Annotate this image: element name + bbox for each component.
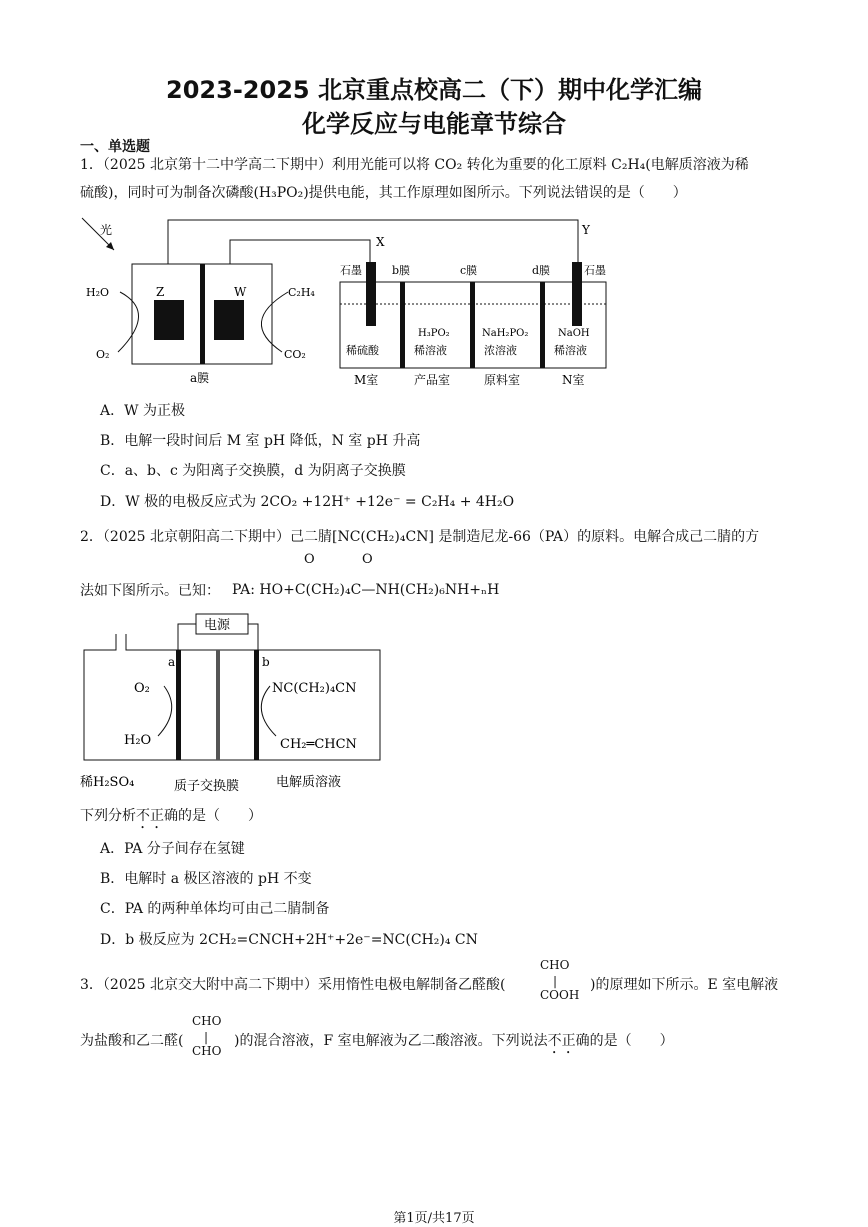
- document-title: 2023-2025 北京重点校高二（下）期中化学汇编: [166, 76, 702, 104]
- q1-option-a: A．W 为正极: [100, 403, 185, 419]
- n-room-content-b: 稀溶液: [554, 344, 587, 357]
- wire-a: [178, 624, 196, 652]
- q3-stem-part2: )的原理如下所示。E 室电解液: [590, 977, 779, 993]
- q2-stem-line1: 2．（2025 北京朝阳高二下期中）己二腈[NC(CH₂)₄CN] 是制造尼龙-66（PA）的原料。电解合成己二腈的方: [80, 529, 760, 545]
- b-membrane-label: b膜: [392, 264, 411, 277]
- graphite-left-label: 石墨: [340, 264, 362, 277]
- q3-cho2-bottom: CHO: [192, 1044, 222, 1058]
- pem-label: 质子交换膜: [174, 779, 240, 794]
- z-label: Z: [156, 285, 165, 299]
- q2-prompt-emphasis: 不正: [136, 808, 164, 824]
- a-curve-arrow: [158, 686, 172, 736]
- h2so4-label: 稀H₂SO₄: [80, 775, 135, 790]
- proton-membrane: [216, 650, 220, 760]
- graphite-right-electrode: [572, 262, 582, 326]
- product-room-content-b: 稀溶液: [414, 344, 447, 357]
- q1-option-b: B．电解一段时间后 M 室 pH 降低，N 室 pH 升高: [100, 433, 421, 449]
- q2-option-d: D．b 极反应为 2CH₂=CNCH+2H⁺+2e⁻=NC(CH₂)₄ CN: [100, 932, 478, 948]
- a-membrane-label: a膜: [190, 371, 210, 385]
- q3-bond-1: |: [553, 974, 558, 988]
- q3-bond-2: |: [204, 1030, 209, 1044]
- q2-diagram: [78, 610, 388, 798]
- q1-stem-line2: 硫酸)，同时可为制备次磷酸(H₃PO₂)提供电能，其工作原理如图所示。下列说法错误的是（ ）: [80, 185, 687, 201]
- raw-room-content-a: NaH₂PO₂: [482, 328, 529, 339]
- m-room-label: M室: [354, 373, 379, 387]
- q3-line2-rest: [234, 1030, 674, 1057]
- o2-label: O₂: [96, 348, 110, 361]
- w-electrode: [214, 300, 244, 340]
- q1-stem-line1: 1．（2025 北京第十二中学高二下期中）利用光能可以将 CO₂ 转化为重要的化工原料 C₂H₄(电解质溶液为稀: [80, 157, 749, 173]
- h2o-label: H₂O: [86, 286, 110, 299]
- product-room-content-a: H₃PO₂: [418, 328, 450, 339]
- a-membrane: [200, 264, 205, 364]
- graphite-right-label: 石墨: [584, 264, 606, 277]
- n-room-content-a: NaOH: [558, 328, 590, 339]
- c-membrane: [470, 282, 475, 368]
- w-curve-arrow: [261, 292, 288, 352]
- d-membrane-label: d膜: [532, 264, 551, 277]
- m-room-content: 稀硫酸: [346, 344, 379, 357]
- d-membrane: [540, 282, 545, 368]
- raw-room-label: 原料室: [484, 373, 521, 387]
- o2-label: O₂: [134, 681, 150, 696]
- q2-stem-line2: 法如下图所示。已知：: [80, 583, 220, 599]
- c-membrane-label: c膜: [460, 264, 478, 277]
- b-membrane: [400, 282, 405, 368]
- pa-formula: PA: HO+C(CH₂)₄C—NH(CH₂)₆NH+ₙH: [232, 582, 500, 598]
- wire-x: [230, 240, 370, 264]
- q2-option-a: A．PA 分子间存在氢键: [100, 841, 245, 857]
- h2o-label: H₂O: [124, 733, 152, 748]
- q3-stem-part1: 3．（2025 北京交大附中高二下期中）采用惰性电极电解制备乙醛酸(: [80, 977, 506, 993]
- z-electrode: [154, 300, 184, 340]
- wire-b: [248, 624, 258, 652]
- graphite-left-electrode: [366, 262, 376, 326]
- page-footer: 第1页/共17页: [393, 1211, 475, 1226]
- raw-room-content-b: 浓溶液: [484, 344, 517, 357]
- a-label: a: [168, 655, 176, 669]
- q2-option-c: C．PA 的两种单体均可由己二腈制备: [100, 901, 330, 917]
- electrode-b: [254, 650, 259, 760]
- section-label: 一、单选题: [80, 139, 150, 155]
- document-subtitle: 化学反应与电能章节综合: [302, 110, 566, 138]
- q3-cho2-top: CHO: [192, 1014, 222, 1028]
- b-label: b: [262, 655, 270, 669]
- x-label: X: [376, 235, 385, 249]
- y-label: Y: [582, 223, 590, 237]
- q3-line2-part2: )的混合溶液，F 室电解液为乙二酸溶液。下列说法: [234, 1033, 548, 1049]
- acrylonitrile-label: CH₂═CHCN: [280, 737, 357, 752]
- electrolyte-label: 电解质溶液: [276, 775, 342, 790]
- q1-option-d: D．W 极的电极反应式为 2CO₂ +12H⁺ +12e⁻ = C₂H₄ + 4H₂O: [100, 494, 515, 510]
- q3-line2-suffix: 确的是（ ）: [575, 1033, 674, 1049]
- q1-diagram: [78, 212, 618, 392]
- q2-prompt-suffix: 确的是（ ）: [164, 808, 262, 824]
- q3-line2-emphasis: 不正: [547, 1033, 576, 1049]
- z-curve-arrow: [118, 292, 139, 352]
- q3-cooh-bottom: COOH: [540, 988, 580, 1002]
- co2-label: CO₂: [284, 348, 306, 361]
- n-room-label: N室: [562, 373, 585, 387]
- q2-prompt-prefix: 下列分析: [80, 808, 136, 824]
- q1-option-c: C．a、b、c 为阳离子交换膜，d 为阴离子交换膜: [100, 463, 406, 479]
- pa-carbonyl-o-2: O: [362, 552, 373, 567]
- q2-option-b: B．电解时 a 极区溶液的 pH 不变: [100, 871, 312, 887]
- q2-prompt: [80, 803, 792, 832]
- pa-carbonyl-o-1: O: [304, 552, 315, 567]
- w-label: W: [234, 285, 247, 299]
- q3-line2-part1: 为盐酸和乙二醛(: [80, 1033, 184, 1049]
- q3-cho-top: CHO: [540, 958, 570, 972]
- light-label: 光: [100, 223, 113, 237]
- product-room-label: 产品室: [414, 373, 451, 387]
- adiponitrile-label: NC(CH₂)₄CN: [272, 681, 357, 696]
- electrode-a: [176, 650, 181, 760]
- power-label: 电源: [204, 618, 231, 633]
- c2h4-label: C₂H₄: [288, 286, 315, 299]
